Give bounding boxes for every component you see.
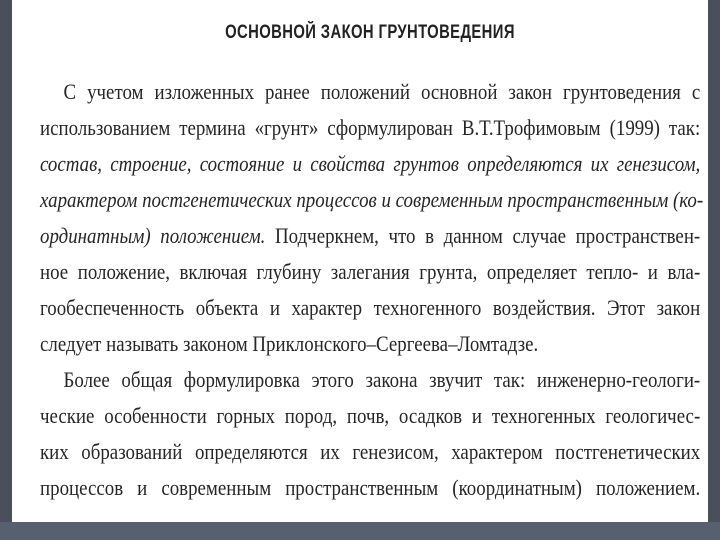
- paragraph-1: [40, 74, 704, 362]
- slide-bottom-band: [0, 522, 720, 540]
- text-line: процессов и современным пространственным (координатным) положением.: [40, 475, 701, 500]
- text-line: ное положение, включая глубину залегания грунта, определяет тепло- и вла-: [40, 259, 701, 284]
- text-line-italic: состав, строение, состояние и свойства грунтов определяются их генезисом,: [40, 151, 701, 176]
- text-line: следует называть законом Приклонского–Сергеева–Ломтадзе.: [40, 331, 539, 356]
- document-title: ОСНОВНОЙ ЗАКОН ГРУНТОВЕДЕНИЯ: [225, 22, 515, 43]
- page-content: [40, 22, 704, 506]
- document-page: [12, 0, 708, 522]
- text-line-italic: характером постгенетических процессов и современным пространственным (ко-: [40, 187, 704, 212]
- text-line: С учетом изложенных ранее положений основной закон грунтоведения с: [63, 79, 701, 104]
- text-line: ческие особенности горных пород, почв, осадков и техногенных геологичес-: [40, 403, 701, 428]
- text-line: гообеспеченность объекта и характер техногенного воздействия. Этот закон: [40, 295, 701, 320]
- text-line: ких образований определяются их генезисом, характером постгенетических: [40, 439, 701, 464]
- paragraph-2: [40, 362, 700, 506]
- text-line: использованием термина «грунт» сформулирован В.Т.Трофимовым (1999) так:: [40, 115, 701, 140]
- text-line: Более общая формулировка этого закона звучит так: инженерно-геологи-: [63, 367, 701, 392]
- text-line-mixed: ординатным) положением. Подчеркнем, что в данном случае пространствен-: [40, 223, 701, 248]
